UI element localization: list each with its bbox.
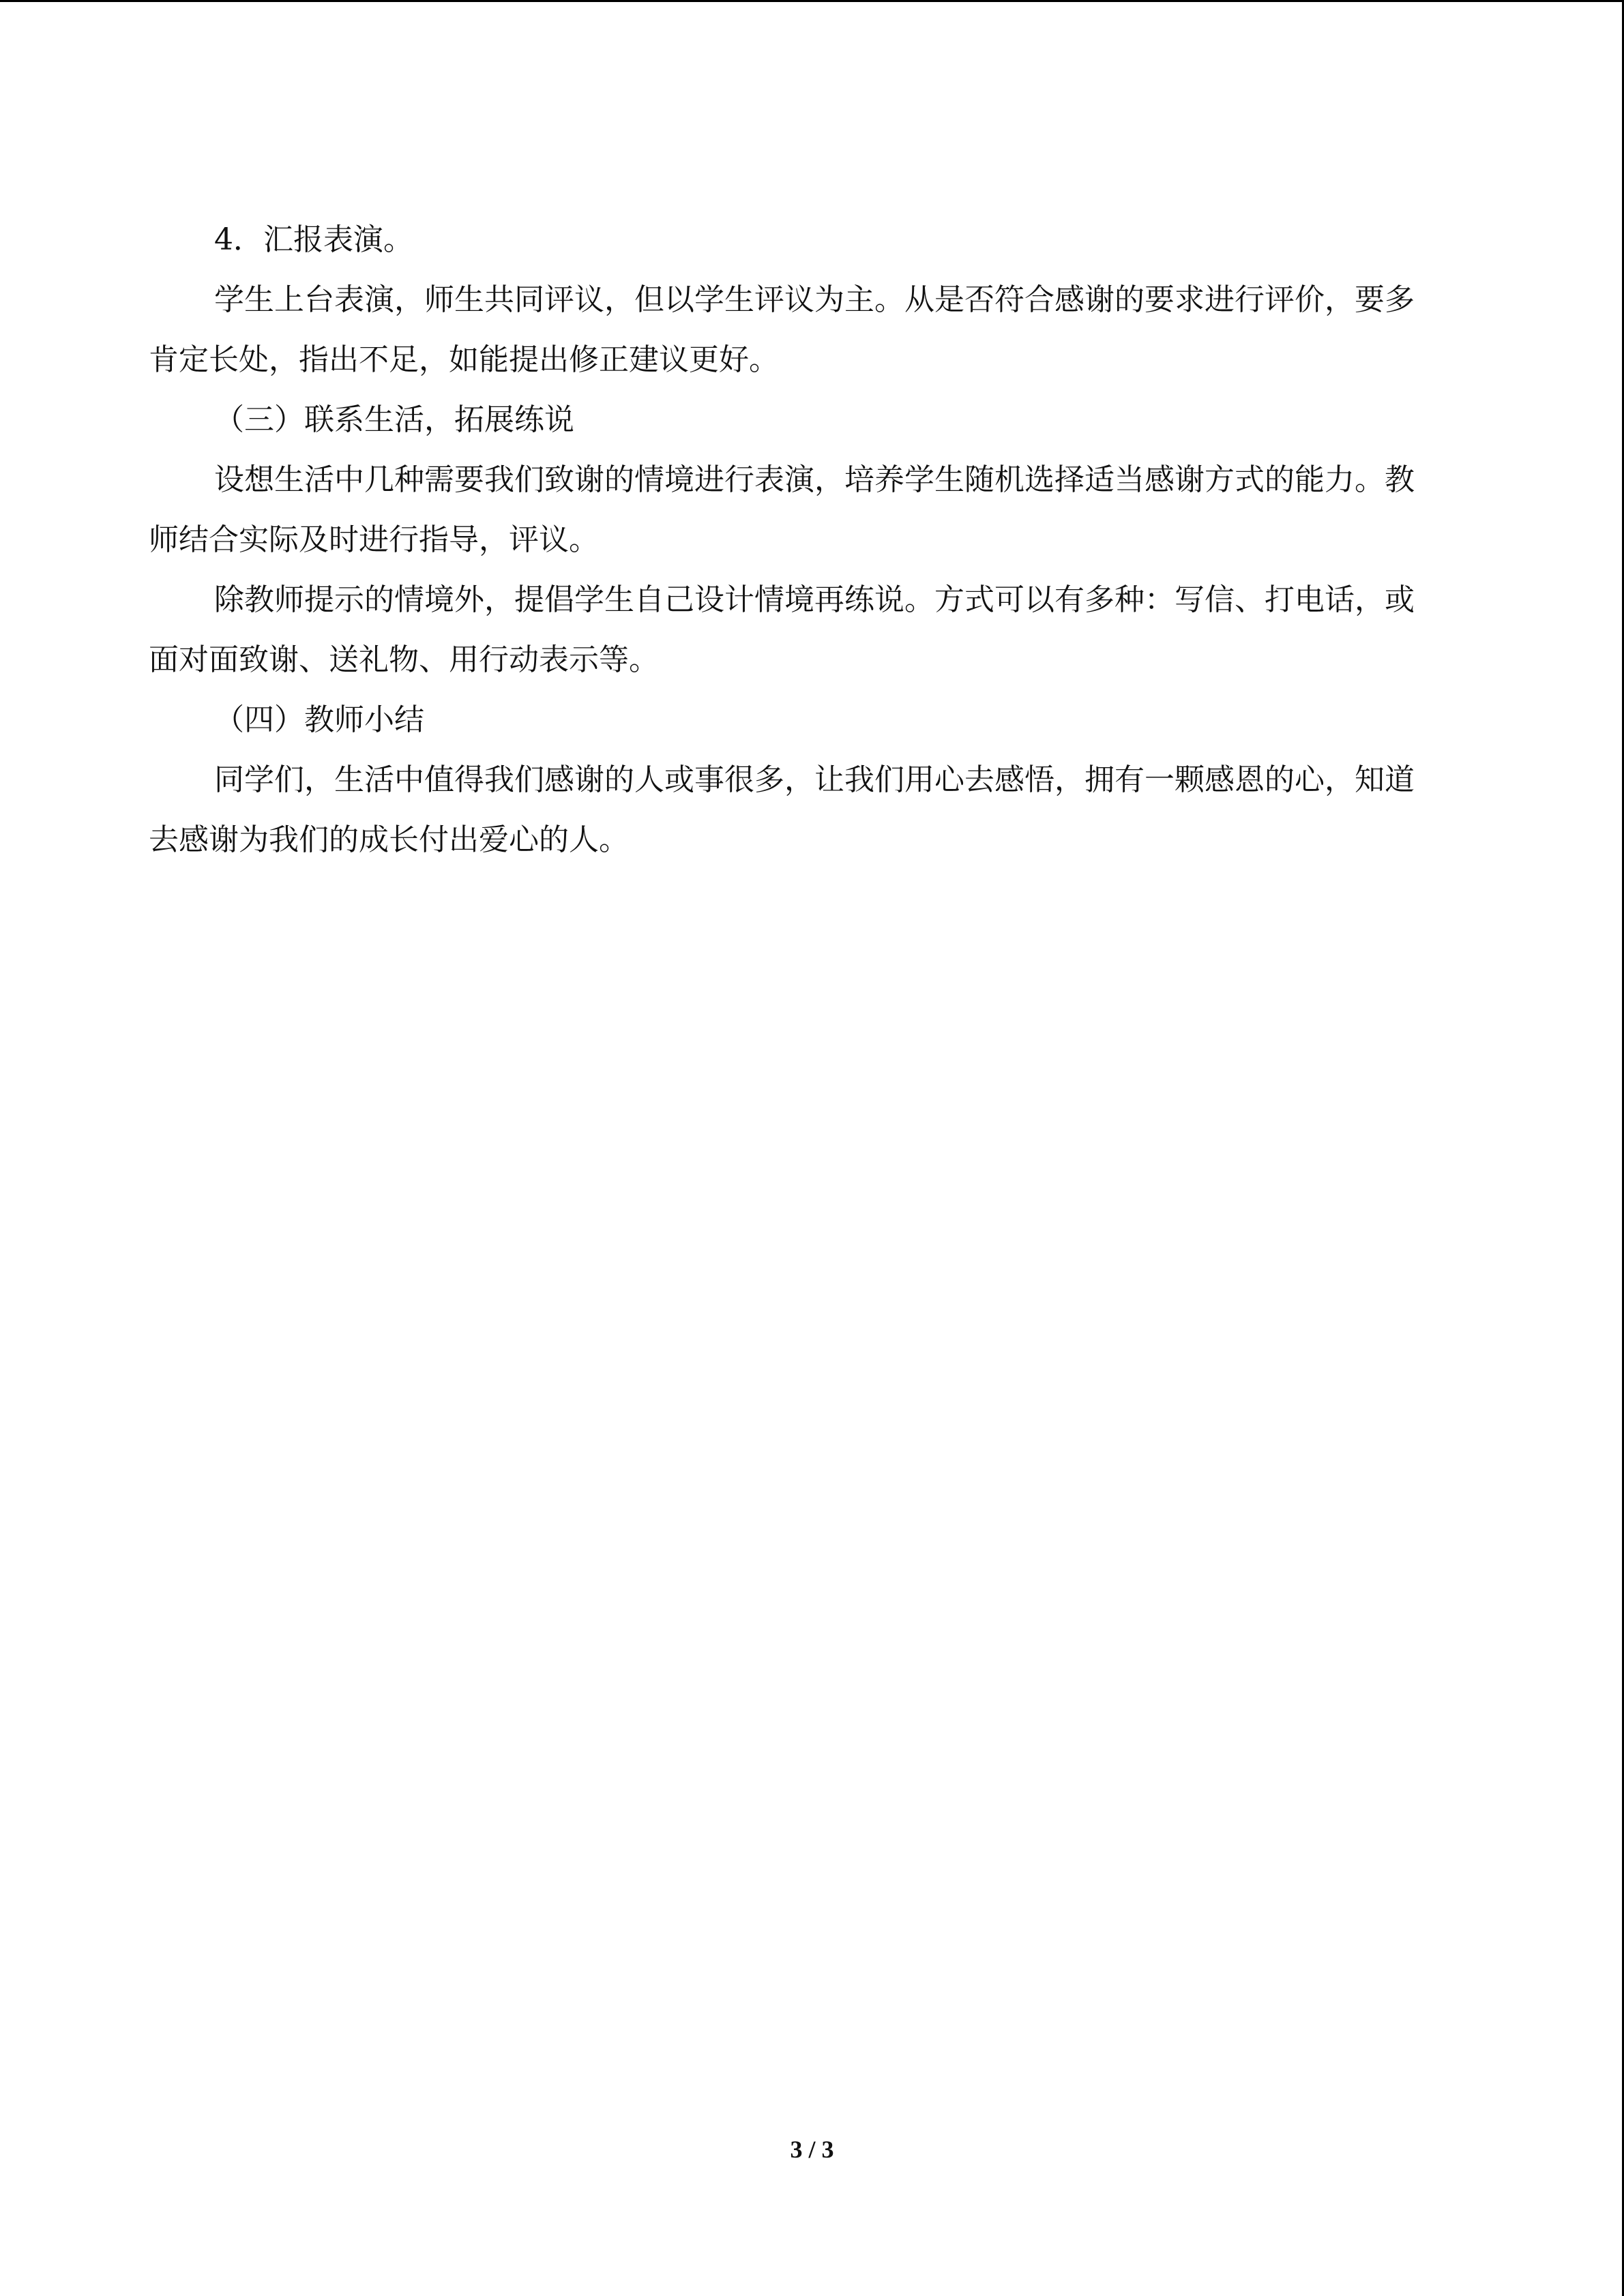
paragraph-scenario-performance: 设想生活中几种需要我们致谢的情境进行表演，培养学生随机选择适当感谢方式的能力。教师结合实际及时进行指导，评议。	[149, 462, 1415, 557]
paragraph-student-evaluation: 学生上台表演，师生共同评议，但以学生评议为主。从是否符合感谢的要求进行评价，要多肯定长处，指出不足，如能提出修正建议更好。	[149, 282, 1415, 377]
section-heading-connect-life: （三）联系生活，拓展练说	[214, 402, 574, 437]
page-number: 3 / 3	[790, 2136, 834, 2163]
paragraph-self-designed-scenarios: 除教师提示的情境外，提倡学生自己设计情境再练说。方式可以有多种：写信、打电话，或面对面致谢、送礼物、用行动表示等。	[149, 582, 1415, 677]
paragraph-teacher-summary: 同学们，生活中值得我们感谢的人或事很多，让我们用心去感悟，拥有一颗感恩的心，知道去感谢为我们的成长付出爱心的人。	[149, 762, 1415, 857]
paragraph-report-performance: 4．汇报表演。	[214, 222, 413, 257]
document-body	[149, 210, 1431, 870]
section-heading-teacher-summary: （四）教师小结	[214, 702, 424, 737]
